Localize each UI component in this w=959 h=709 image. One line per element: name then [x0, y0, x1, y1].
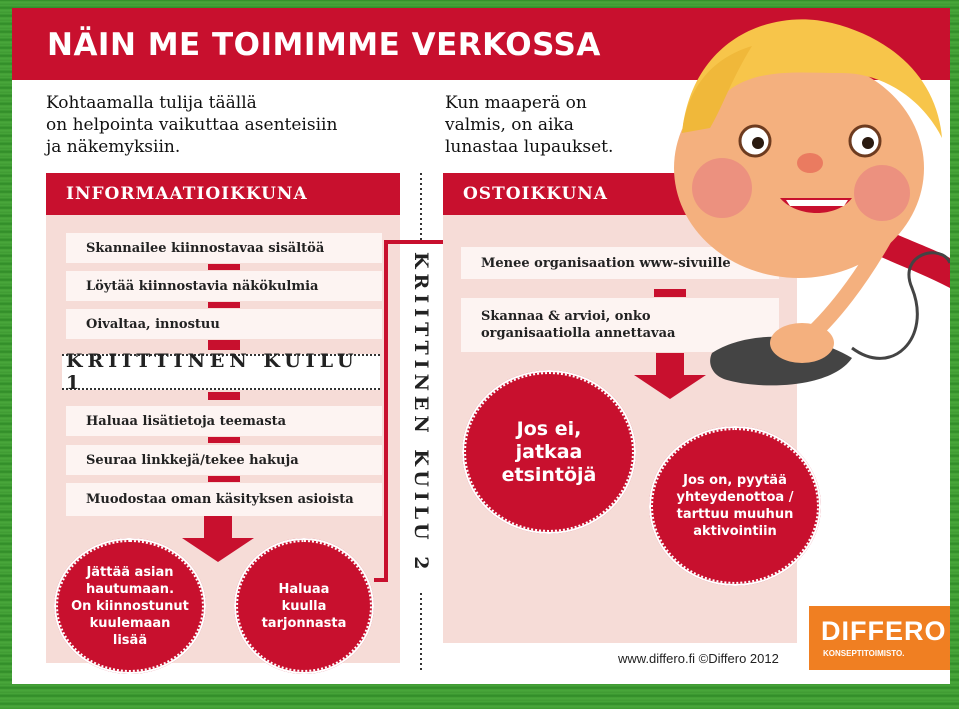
intro-left-line: ja näkemyksiin.	[46, 137, 181, 157]
connector	[208, 340, 240, 350]
purchase-window-heading: OSTOIKKUNA	[443, 173, 723, 215]
intro-right-line: valmis, on aika	[445, 115, 574, 135]
connector	[208, 302, 240, 308]
critical-gap-2: KRIITTINEN KUILU 2	[410, 252, 432, 575]
outcome-no-circle	[462, 370, 636, 534]
outcome-yes-text: Jos on, pyytää yhteydenottoa / tarttuu muuhun aktivointiin	[676, 473, 794, 539]
outcome-offer-text: Haluaa kuulla tarjonnasta	[261, 581, 347, 631]
hand-shape	[770, 323, 834, 363]
info-step-1: Skannailee kiinnostavaa sisältöä	[66, 233, 382, 263]
outcome-no-text: Jos ei, jatkaa etsintöjä	[501, 417, 597, 486]
logo-sub: KONSEPTITOIMISTO.	[823, 649, 905, 658]
outcome-wait-circle	[54, 538, 206, 674]
info-step-2: Löytää kiinnostavia näkökulmia	[66, 271, 382, 301]
down-arrow-1	[182, 516, 254, 562]
critical-gap-1: KRIITTINEN KUILU 1	[62, 354, 380, 390]
cartoon-character	[652, 18, 950, 418]
outcome-wait-text: Jättää asian hautumaan. On kiinnostunut kuulemaan lisää	[71, 564, 189, 648]
intro-left	[46, 92, 337, 158]
intro-right-line: Kun maaperä on	[445, 93, 587, 113]
purchase-step-1: Menee organisaation www-sivuille	[461, 247, 779, 279]
differo-logo	[809, 606, 950, 670]
infographic-card	[12, 8, 950, 684]
connector	[208, 264, 240, 270]
info-step-3: Oivaltaa, innostuu	[66, 309, 382, 339]
info-step-6: Muodostaa oman käsityksen asioista	[66, 483, 382, 516]
logo-name: DIFFERO	[821, 616, 947, 646]
footer-text: www.differo.fi ©Differo 2012	[618, 651, 779, 666]
outcome-yes-circle	[649, 426, 821, 586]
info-step-5: Seuraa linkkejä/tekee hakuja	[66, 445, 382, 475]
outcome-offer-circle	[234, 538, 374, 674]
page-title: NÄIN ME TOIMIMME VERKOSSA	[47, 27, 601, 63]
purchase-step-2: Skannaa & arvioi, onko organisaatiolla annettavaa	[461, 298, 779, 352]
intro-left-line: on helpointa vaikuttaa asenteisiin	[46, 115, 338, 135]
info-window-heading: INFORMAATIOIKKUNA	[46, 173, 400, 215]
connector	[208, 437, 240, 443]
intro-left-line: Kohtaamalla tulija täällä	[46, 93, 257, 113]
connector	[208, 392, 240, 400]
intro-right	[445, 92, 613, 158]
intro-right-line: lunastaa lupaukset.	[445, 137, 614, 157]
connector	[208, 476, 240, 482]
info-step-4: Haluaa lisätietoja teemasta	[66, 406, 382, 436]
